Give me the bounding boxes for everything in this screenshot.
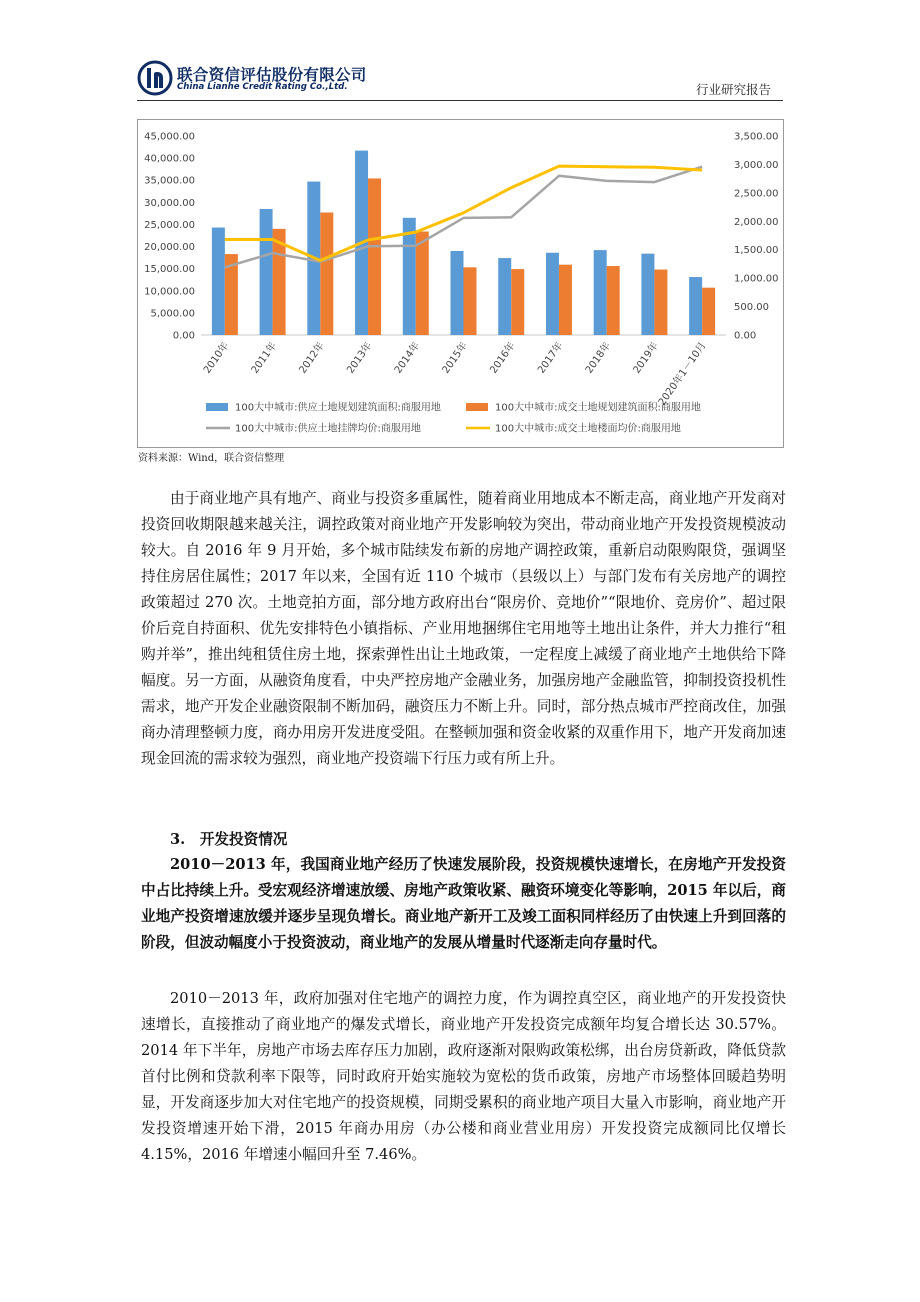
category-label: 2019年: [631, 340, 661, 376]
left-axis-tick-label: 10,000.00: [144, 286, 195, 298]
section-title-investment: 3. 开发投资情况: [170, 831, 288, 848]
bar-deal-area: [368, 178, 381, 335]
bar-supply-area: [546, 253, 559, 335]
left-axis-tick-label: 5,000.00: [150, 308, 195, 320]
left-axis-tick-label: 15,000.00: [144, 264, 195, 276]
category-label: 2016年: [488, 340, 518, 376]
bar-deal-area: [416, 232, 429, 335]
left-axis-tick-label: 20,000.00: [144, 242, 195, 254]
category-label: 2018年: [583, 340, 614, 376]
category-label: 2015年: [440, 340, 470, 376]
bar-deal-area: [320, 213, 333, 335]
paragraph-policy: 由于商业地产具有地产、商业与投资多重属性，随着商业用地成本不断走高，商业地产开发商对投资回收期限越来越关注，调控政策对商业地产开发影响较为突出，带动商业地产开发投资规模波动较大。自 2016 年 9 月开始，多个城市陆续发布新的房地产调控政策，重新启动限购限贷，强调坚持住房居住属性；2017 年以来，全国有近 110 个城市（县级以上）与部门发布有关房地产的调控政策超过 270 次。土地竞拍方面，部分地方政府出台“限房价、竞地价”“限地价、竞房价”、超过限价后竞自持面积、优先安排特色小镇指标、产业用地捆绑住宅用地等土地出让条件，并大力推行“租购并举”，推出纯租赁住房土地，探索弹性出让土地政策，一定程度上减缓了商业地产土地供给下降幅度。另一方面，从融资角度看，中央严控房地产金融业务，加强房地产金融监管，抑制投资投机性需求，地产开发企业融资限制不断加码，融资压力不断上升。同时，部分热点城市严控商改住，加强商办清理整顿力度，商办用房开发进度受阻。在整顿加强和资金收紧的双重作用下，地产开发商加速现金回流的需求较为强烈，商业地产投资端下行压力或有所上升。: [141, 490, 786, 767]
legend-label: 100大中城市:成交土地楼面均价:商服用地: [495, 423, 681, 435]
category-label: 2011年: [249, 340, 280, 376]
category-label: 2010年: [201, 340, 232, 376]
bar-supply-area: [260, 209, 273, 335]
right-axis-tick-label: 1,500.00: [734, 245, 779, 257]
bar-deal-area: [464, 267, 477, 335]
bar-supply-area: [594, 250, 607, 335]
bar-supply-area: [641, 254, 654, 335]
bar-supply-area: [212, 228, 225, 335]
category-label: 2020年1－10月: [656, 340, 709, 408]
category-label: 2013年: [345, 340, 375, 376]
left-axis-tick-label: 0.00: [172, 330, 195, 342]
bar-deal-area: [511, 269, 524, 335]
right-axis-tick-label: 2,500.00: [734, 188, 779, 200]
bar-deal-area: [702, 288, 715, 335]
bar-deal-area: [654, 270, 667, 335]
page-header: [137, 60, 783, 101]
company-logo-icon: [137, 60, 173, 96]
bar-supply-area: [451, 251, 464, 335]
chart-canvas: [138, 120, 783, 447]
right-axis-tick-label: 2,000.00: [734, 216, 779, 228]
left-axis-tick-label: 30,000.00: [144, 197, 195, 209]
report-type-label: 行业研究报告: [695, 82, 771, 97]
category-label: 2012年: [297, 340, 327, 376]
left-axis-tick-label: 40,000.00: [144, 153, 195, 165]
legend-swatch: [206, 403, 228, 411]
left-axis-tick-label: 35,000.00: [144, 175, 195, 187]
category-label: 2014年: [392, 340, 423, 376]
right-axis-tick-label: 3,500.00: [734, 131, 779, 143]
bar-deal-area: [559, 265, 572, 335]
legend-label: 100大中城市:成交土地规划建筑面积:商服用地: [495, 402, 701, 414]
right-axis-tick-label: 3,000.00: [734, 159, 779, 171]
bar-supply-area: [498, 258, 511, 335]
legend-label: 100大中城市:供应土地规划建筑面积:商服用地: [235, 402, 441, 414]
bar-deal-area: [607, 266, 620, 335]
source-note: 资料来源：Wind，联合资信整理: [138, 453, 285, 464]
company-name-en: China Lianhe Credit Rating Co.,Ltd.: [177, 82, 348, 92]
left-axis-tick-label: 45,000.00: [144, 131, 195, 143]
category-label: 2017年: [536, 340, 566, 376]
company-name-cn: 联合资信评估股份有限公司: [177, 66, 367, 84]
right-axis-tick-label: 1,000.00: [734, 273, 779, 285]
bar-supply-area: [689, 277, 702, 335]
land-market-chart: [137, 119, 784, 448]
right-axis-tick-label: 500.00: [734, 302, 769, 314]
right-axis-tick-label: 0.00: [734, 330, 757, 342]
paragraph-summary-bold: 2010－2013 年，我国商业地产经历了快速发展阶段，投资规模快速增长，在房地产开发投资中占比持续上升。受宏观经济增速放缓、房地产政策收紧、融资环境变化等影响，2015 年以后，商业地产投资增速放缓并逐步呈现负增长。商业地产新开工及竣工面积同样经历了由快速上升到回落的阶段，但波动幅度小于投资波动，商业地产的发展从增量时代逐渐走向存量时代。: [141, 856, 786, 951]
legend-swatch: [466, 403, 488, 411]
left-axis-tick-label: 25,000.00: [144, 219, 195, 231]
legend-label: 100大中城市:供应土地挂牌均价:商服用地: [235, 423, 421, 435]
paragraph-investment: 2010－2013 年，政府加强对住宅地产的调控力度，作为调控真空区，商业地产的开发投资快速增长，直接推动了商业地产的爆发式增长，商业地产开发投资完成额年均复合增长达 30.57%。2014 年下半年，房地产市场去库存压力加剧，政府逐渐对限购政策松绑，出台房贷新政，降低贷款首付比例和贷款利率下限等，同时政府开始实施较为宽松的货币政策，房地产市场整体回暖趋势明显，开发商逐步加大对住宅地产的投资规模，同期受累积的商业地产项目大量入市影响，商业地产开发投资增速开始下滑，2015 年商办用房（办公楼和商业营业用房）开发投资完成额同比仅增长 4.15%，2016 年增速小幅回升至 7.46%。: [141, 990, 786, 1163]
